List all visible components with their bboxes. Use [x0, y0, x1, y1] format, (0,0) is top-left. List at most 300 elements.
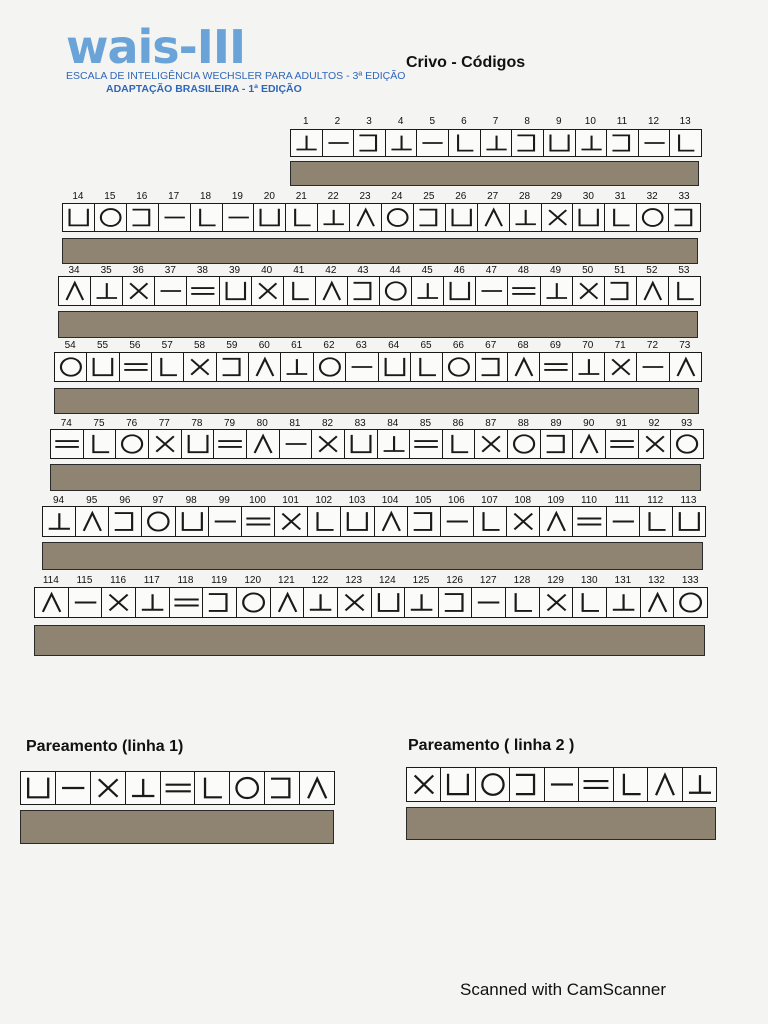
code-symbol-bracket: [126, 203, 159, 232]
item-number: 99: [218, 495, 230, 506]
code-symbol-wedge: [34, 587, 69, 618]
item-number: 93: [681, 418, 693, 429]
code-symbol-cross: [638, 429, 672, 459]
code-symbol-wedge: [248, 352, 282, 382]
item-number: 121: [278, 575, 295, 586]
code-symbol-wedge: [507, 352, 541, 382]
item-number: 19: [231, 191, 243, 202]
item-number: 90: [583, 418, 595, 429]
pairing-2-title: Pareamento ( linha 2 ): [408, 737, 575, 754]
code-symbol-equals: [241, 506, 276, 537]
code-symbol-cup: [253, 203, 286, 232]
code-symbol-wedge: [374, 506, 409, 537]
item-number: 119: [211, 575, 228, 586]
code-symbol-wedge: [58, 276, 92, 306]
item-number: 27: [487, 191, 499, 202]
pairing-symbol-ell: [613, 767, 649, 802]
code-symbol-equals: [119, 352, 153, 382]
item-number: 115: [76, 575, 93, 586]
item-number: 82: [321, 418, 334, 429]
item-number: 106: [448, 495, 465, 506]
code-symbol-ell: [442, 429, 476, 459]
item-number: 6: [461, 116, 467, 127]
code-symbol-dash: [322, 129, 355, 157]
item-number: 40: [261, 265, 273, 276]
code-symbol-bracket: [511, 129, 544, 157]
code-symbol-ell: [410, 352, 444, 382]
pairing-answer-strip: [20, 810, 334, 844]
item-number: 16: [136, 191, 148, 202]
item-number: 38: [196, 265, 208, 276]
code-symbol-dash: [606, 506, 641, 537]
code-symbol-cup: [181, 429, 215, 459]
pairing-symbol-wedge: [299, 771, 335, 805]
item-number: 109: [547, 495, 565, 506]
code-symbol-circle: [379, 276, 413, 306]
code-symbol-bracket: [347, 276, 381, 306]
item-number: 118: [177, 575, 194, 586]
item-number: 92: [648, 418, 660, 429]
item-number: 49: [549, 265, 562, 276]
item-number: 53: [678, 265, 690, 276]
pairing-symbol-circle: [475, 767, 511, 802]
item-number: 44: [389, 265, 401, 276]
code-symbol-tack-up: [280, 352, 314, 382]
code-symbol-cross: [101, 587, 136, 618]
code-symbol-ell: [151, 352, 185, 382]
item-number: 127: [479, 575, 497, 586]
pairing-symbol-equals: [160, 771, 196, 805]
answer-strip: [34, 625, 705, 656]
item-number: 75: [93, 418, 105, 429]
code-symbol-dash: [345, 352, 379, 382]
code-symbol-tack-up: [135, 587, 170, 618]
code-symbol-cross: [506, 506, 541, 537]
item-number: 57: [161, 340, 173, 351]
code-symbol-cross: [311, 429, 345, 459]
code-symbol-circle: [94, 203, 127, 232]
item-number: 77: [158, 418, 170, 429]
item-number: 1: [303, 116, 309, 127]
item-number: 130: [580, 575, 598, 586]
scanner-watermark: Scanned with CamScanner: [460, 980, 667, 999]
item-number: 21: [295, 191, 307, 202]
item-number: 60: [258, 340, 270, 351]
item-number: 29: [550, 191, 562, 202]
item-number: 13: [679, 116, 691, 127]
item-number: 8: [524, 116, 530, 127]
pairing-symbol-equals: [578, 767, 614, 802]
item-number: 85: [419, 418, 432, 429]
code-symbol-circle: [381, 203, 414, 232]
code-symbol-equals: [213, 429, 247, 459]
item-number: 111: [614, 495, 630, 506]
code-symbol-ell: [473, 506, 508, 537]
code-symbol-cross: [539, 587, 574, 618]
item-number: 20: [263, 191, 275, 202]
answer-strip: [62, 238, 698, 264]
item-number: 51: [614, 265, 626, 276]
item-number: 129: [547, 575, 564, 586]
item-number: 81: [289, 418, 301, 429]
code-symbol-cup: [371, 587, 406, 618]
pairing-symbol-cup: [20, 771, 56, 805]
item-number: 72: [646, 340, 659, 351]
item-number: 117: [143, 575, 160, 586]
item-number: 47: [485, 265, 497, 276]
item-number: 88: [517, 418, 529, 429]
item-number: 32: [646, 191, 658, 202]
code-symbol-cup: [543, 129, 576, 157]
item-number: 101: [282, 495, 299, 506]
pairing-symbol-cross: [90, 771, 126, 805]
code-symbol-cross: [122, 276, 156, 306]
item-number: 94: [53, 495, 65, 506]
code-symbol-dash: [638, 129, 671, 157]
code-symbol-tack-up: [606, 587, 641, 618]
code-symbol-cup: [445, 203, 478, 232]
logo-subtitle-line1: ESCALA DE INTELIGÊNCIA WECHSLER PARA ADULTOS - 3ª EDIÇÃO: [66, 70, 406, 82]
code-symbol-ell: [639, 506, 674, 537]
code-symbol-tack-up: [90, 276, 124, 306]
item-number: 42: [325, 265, 337, 276]
code-symbol-tack-up: [377, 429, 411, 459]
code-symbol-cup: [175, 506, 210, 537]
item-number: 35: [100, 265, 112, 276]
item-number: 97: [152, 495, 164, 506]
item-number: 108: [514, 495, 532, 506]
item-number: 95: [86, 495, 98, 506]
item-number: 59: [226, 340, 238, 351]
code-symbol-equals: [186, 276, 220, 306]
code-symbol-tack-up: [480, 129, 513, 157]
code-symbol-circle: [54, 352, 88, 382]
pairing-symbol-wedge: [647, 767, 683, 802]
pairing-symbol-ell: [194, 771, 230, 805]
code-symbol-ell: [83, 429, 117, 459]
item-number: 28: [518, 191, 531, 202]
code-symbol-bracket: [438, 587, 473, 618]
code-symbol-cross: [148, 429, 182, 459]
pairing-symbol-bracket: [509, 767, 545, 802]
item-number: 80: [256, 418, 268, 429]
item-number: 131: [614, 575, 632, 586]
code-symbol-cross: [572, 276, 606, 306]
item-number: 11: [616, 116, 628, 127]
code-symbol-ell: [604, 203, 637, 232]
pairing-symbol-cup: [440, 767, 476, 802]
code-symbol-circle: [141, 506, 176, 537]
wais-logo: [66, 20, 406, 96]
item-number: 12: [648, 116, 660, 127]
item-number: 71: [614, 340, 626, 351]
item-number: 69: [549, 340, 561, 351]
item-number: 26: [455, 191, 467, 202]
code-symbol-circle: [236, 587, 271, 618]
item-number: 68: [517, 340, 529, 351]
code-symbol-equals: [50, 429, 84, 459]
item-number: 102: [315, 495, 333, 506]
code-symbol-circle: [670, 429, 704, 459]
code-symbol-cup: [672, 506, 707, 537]
code-symbol-cup: [219, 276, 253, 306]
code-symbol-tack-up: [303, 587, 338, 618]
code-symbol-ell: [572, 587, 607, 618]
code-symbol-wedge: [636, 276, 670, 306]
code-symbol-bracket: [407, 506, 442, 537]
code-symbol-tack-up: [404, 587, 439, 618]
code-symbol-dash: [208, 506, 243, 537]
code-symbol-circle: [673, 587, 708, 618]
item-number: 133: [681, 575, 699, 586]
item-number: 114: [42, 575, 59, 586]
answer-strip: [58, 311, 698, 338]
code-symbol-cross: [274, 506, 309, 537]
code-symbol-bracket: [604, 276, 638, 306]
item-number: 24: [391, 191, 403, 202]
code-symbol-ell: [190, 203, 223, 232]
item-number: 112: [647, 495, 664, 506]
item-number: 2: [334, 116, 341, 127]
code-symbol-ell: [669, 129, 702, 157]
item-number: 23: [359, 191, 371, 202]
code-symbol-cup: [443, 276, 477, 306]
item-number: 73: [679, 340, 691, 351]
answer-strip: [50, 464, 701, 491]
code-symbol-tack-up: [411, 276, 445, 306]
code-symbol-wedge: [315, 276, 349, 306]
code-symbol-circle: [313, 352, 347, 382]
item-number: 17: [168, 191, 180, 202]
logo-subtitle-line2: ADAPTAÇÃO BRASILEIRA - 1ª EDIÇÃO: [106, 83, 302, 95]
item-number: 70: [582, 340, 594, 351]
item-number: 14: [72, 191, 84, 202]
item-number: 98: [185, 495, 197, 506]
item-number: 128: [513, 575, 531, 586]
item-number: 122: [311, 575, 329, 586]
pairing-symbol-dash: [544, 767, 580, 802]
item-number: 61: [291, 340, 303, 351]
code-symbol-circle: [115, 429, 149, 459]
code-symbol-cup: [344, 429, 378, 459]
item-number: 9: [555, 116, 562, 127]
item-number: 83: [354, 418, 366, 429]
code-symbol-equals: [507, 276, 541, 306]
item-number: 63: [355, 340, 367, 351]
code-symbol-dash: [471, 587, 506, 618]
code-symbol-tack-up: [575, 129, 608, 157]
code-symbol-equals: [169, 587, 204, 618]
item-number: 105: [414, 495, 432, 506]
code-symbol-bracket: [668, 203, 701, 232]
item-number: 107: [481, 495, 498, 506]
item-number: 54: [64, 340, 76, 351]
code-symbol-dash: [636, 352, 670, 382]
code-symbol-cup: [86, 352, 120, 382]
code-symbol-equals: [539, 352, 573, 382]
item-number: 91: [615, 418, 627, 429]
item-number: 3: [366, 116, 372, 127]
item-number: 66: [452, 340, 464, 351]
code-symbol-cup: [572, 203, 605, 232]
code-symbol-dash: [154, 276, 188, 306]
logo-wordmark: wais-III: [66, 20, 246, 74]
code-symbol-wedge: [572, 429, 606, 459]
item-number: 4: [397, 116, 404, 127]
item-number: 65: [420, 340, 432, 351]
pairing-1-title: Pareamento (linha 1): [26, 738, 184, 755]
code-symbol-circle: [636, 203, 669, 232]
code-symbol-equals: [605, 429, 639, 459]
item-number: 39: [228, 265, 241, 276]
answer-strip: [42, 542, 703, 570]
code-symbol-ell: [448, 129, 481, 157]
item-number: 123: [345, 575, 363, 586]
code-symbol-dash: [68, 587, 103, 618]
code-symbol-wedge: [75, 506, 110, 537]
page-title: Crivo - Códigos: [406, 54, 526, 71]
item-number: 52: [646, 265, 658, 276]
item-number: 78: [191, 418, 203, 429]
code-symbol-dash: [440, 506, 475, 537]
code-symbol-circle: [507, 429, 541, 459]
item-number: 116: [110, 575, 127, 586]
item-number: 96: [119, 495, 131, 506]
code-symbol-cup: [378, 352, 412, 382]
code-symbol-bracket: [216, 352, 250, 382]
item-number: 48: [517, 265, 529, 276]
code-symbol-dash: [158, 203, 191, 232]
item-number: 45: [421, 265, 433, 276]
item-number: 25: [423, 191, 435, 202]
item-number: 36: [132, 265, 144, 276]
item-number: 62: [323, 340, 335, 351]
item-number: 89: [550, 418, 562, 429]
item-number: 120: [244, 575, 262, 586]
code-symbol-bracket: [606, 129, 639, 157]
code-symbol-bracket: [540, 429, 574, 459]
item-number: 58: [194, 340, 206, 351]
code-symbol-wedge: [349, 203, 382, 232]
item-number: 41: [293, 265, 305, 276]
item-number: 87: [485, 418, 497, 429]
item-number: 56: [129, 340, 141, 351]
item-number: 10: [584, 116, 596, 127]
code-symbol-equals: [572, 506, 607, 537]
pairing-symbol-bracket: [264, 771, 300, 805]
code-symbol-dash: [475, 276, 509, 306]
item-number: 7: [492, 116, 499, 127]
item-number: 31: [614, 191, 626, 202]
code-symbol-wedge: [669, 352, 703, 382]
code-symbol-cup: [62, 203, 95, 232]
answer-strip: [290, 161, 699, 186]
pairing-answer-strip: [406, 807, 716, 840]
code-symbol-cross: [604, 352, 638, 382]
item-number: 74: [60, 418, 72, 429]
code-symbol-tack-up: [42, 506, 77, 537]
code-symbol-wedge: [640, 587, 675, 618]
code-symbol-dash: [222, 203, 255, 232]
pairing-symbol-tack-up: [125, 771, 161, 805]
code-symbol-wedge: [477, 203, 510, 232]
item-number: 125: [412, 575, 430, 586]
item-number: 18: [199, 191, 212, 202]
item-number: 30: [582, 191, 594, 202]
pairing-symbol-cross: [406, 767, 442, 802]
code-symbol-cup: [340, 506, 375, 537]
item-number: 33: [678, 191, 690, 202]
code-symbol-bracket: [108, 506, 143, 537]
code-symbol-ell: [283, 276, 317, 306]
item-number: 5: [429, 116, 436, 127]
code-symbol-wedge: [246, 429, 280, 459]
pairing-symbol-circle: [229, 771, 265, 805]
item-number: 15: [104, 191, 116, 202]
code-symbol-circle: [442, 352, 476, 382]
code-symbol-wedge: [539, 506, 574, 537]
code-symbol-cross: [337, 587, 372, 618]
code-symbol-bracket: [202, 587, 237, 618]
code-symbol-bracket: [413, 203, 446, 232]
item-number: 84: [387, 418, 399, 429]
item-number: 43: [357, 265, 369, 276]
code-symbol-bracket: [475, 352, 509, 382]
item-number: 124: [378, 575, 396, 586]
code-symbol-tack-up: [385, 129, 418, 157]
item-number: 46: [453, 265, 465, 276]
item-number: 79: [224, 418, 236, 429]
code-symbol-ell: [668, 276, 702, 306]
item-number: 67: [485, 340, 497, 351]
code-symbol-ell: [307, 506, 342, 537]
item-number: 34: [68, 265, 80, 276]
item-number: 113: [680, 495, 697, 506]
code-symbol-dash: [416, 129, 449, 157]
item-number: 22: [327, 191, 339, 202]
code-symbol-wedge: [270, 587, 305, 618]
item-number: 100: [249, 495, 266, 506]
item-number: 55: [96, 340, 109, 351]
code-symbol-cross: [183, 352, 217, 382]
code-symbol-ell: [285, 203, 318, 232]
item-number: 104: [381, 495, 399, 506]
code-symbol-cross: [474, 429, 508, 459]
code-symbol-tack-up: [290, 129, 323, 157]
code-symbol-tack-up: [317, 203, 350, 232]
code-symbol-cross: [541, 203, 574, 232]
code-symbol-ell: [505, 587, 540, 618]
item-number: 37: [164, 265, 176, 276]
answer-strip: [54, 388, 699, 414]
item-number: 132: [648, 575, 665, 586]
code-symbol-tack-up: [540, 276, 574, 306]
item-number: 110: [580, 495, 597, 506]
code-symbol-equals: [409, 429, 443, 459]
item-number: 86: [452, 418, 464, 429]
code-symbol-cross: [251, 276, 285, 306]
item-number: 64: [388, 340, 400, 351]
code-symbol-bracket: [353, 129, 386, 157]
item-number: 50: [582, 265, 594, 276]
code-symbol-tack-up: [509, 203, 542, 232]
code-symbol-tack-up: [572, 352, 606, 382]
code-symbol-dash: [279, 429, 313, 459]
pairing-symbol-tack-up: [682, 767, 718, 802]
item-number: 103: [348, 495, 366, 506]
pairing-symbol-dash: [55, 771, 91, 805]
item-number: 126: [446, 575, 463, 586]
